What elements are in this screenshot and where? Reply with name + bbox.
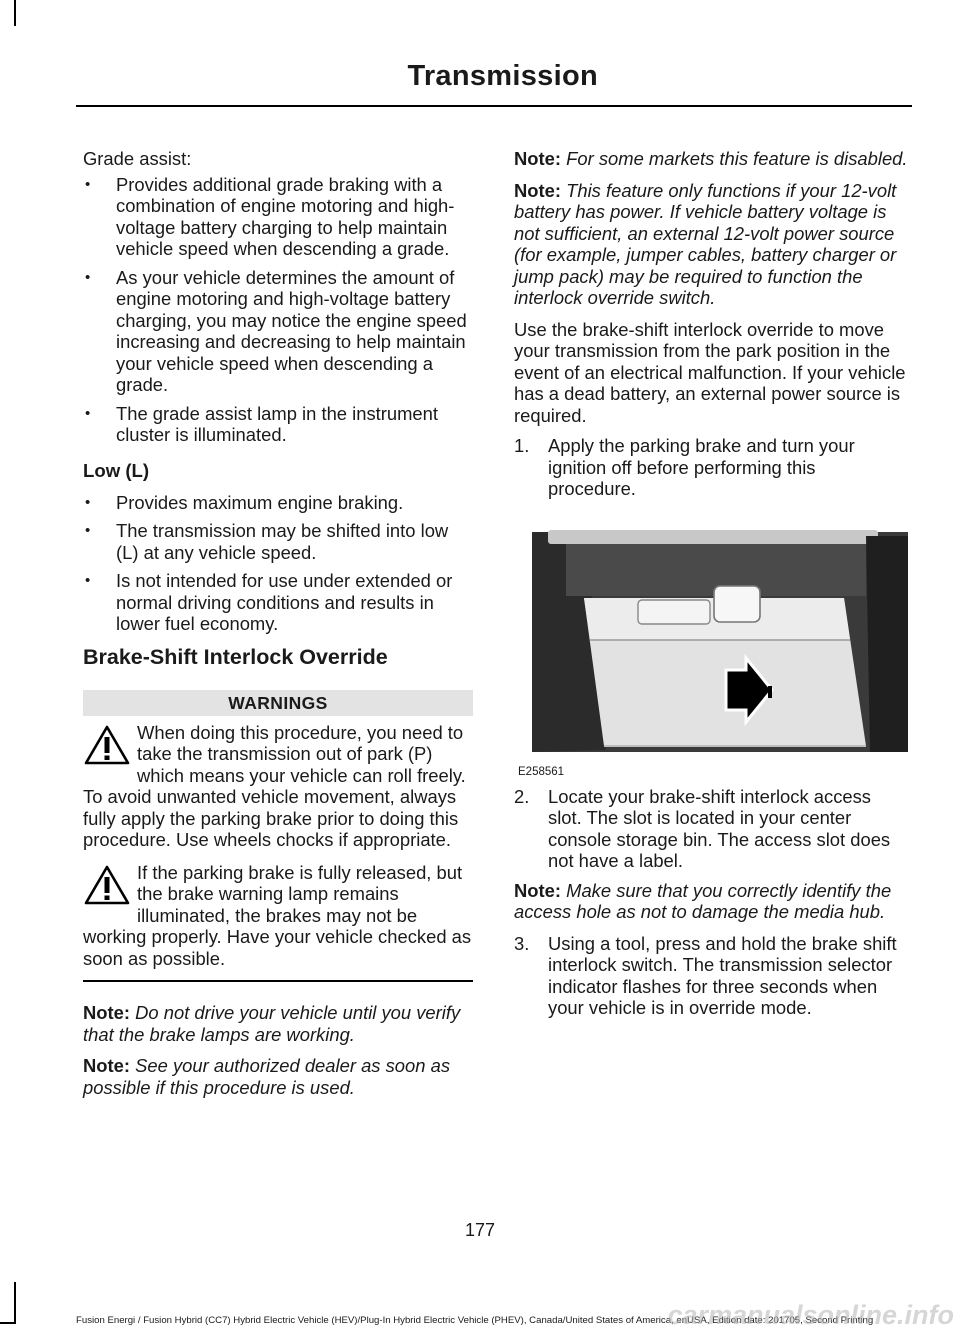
list-item: • The transmission may be shifted into low (L) at any vehicle speed.: [83, 520, 473, 563]
step-item: [514, 786, 908, 872]
low-heading: Low (L): [83, 459, 150, 481]
procedure-steps-3: [514, 933, 908, 1019]
step-item: [514, 435, 908, 500]
step-number: 2.: [514, 785, 530, 807]
header-rule: [76, 105, 912, 107]
note-label: Note:: [514, 179, 561, 201]
warning-2: [83, 862, 473, 970]
page-title: Transmission: [407, 60, 598, 92]
left-column: [83, 148, 473, 1108]
step-text: Locate your brake-shift interlock access slot. The slot is located in your center console storage bin. The access slot does not have a label.: [548, 785, 891, 871]
note-text: Make sure that you correctly identify the access hole as not to damage the media hub.: [514, 879, 892, 922]
warning-1: [83, 722, 473, 851]
note: [514, 148, 908, 170]
note-label: Note:: [83, 1055, 130, 1076]
grade-assist-list: [83, 174, 473, 446]
section-heading: Brake-Shift Interlock Override: [83, 644, 388, 669]
note-label: Note:: [83, 1002, 130, 1023]
note: [83, 1055, 473, 1098]
right-column: [514, 148, 908, 1027]
procedure-steps-2: [514, 786, 908, 872]
note-text: This feature only functions if your 12-volt battery has power. If vehicle battery voltage is not sufficient, an external 12-volt power source (for example, jumper cables, battery charger or jump pack) may be required to function the interlock override switch.: [514, 179, 897, 308]
warnings-title: WARNINGS: [83, 690, 473, 716]
step-number: 3.: [514, 932, 530, 954]
list-item: • Is not intended for use under extended or normal driving conditions and results in lower fuel economy.: [83, 570, 473, 635]
step-number: 1.: [514, 435, 530, 456]
note-text: For some markets this feature is disabled.: [566, 148, 908, 169]
crop-mark-bottom-left: [14, 1282, 16, 1322]
step-item: [514, 933, 908, 1019]
step-text: Apply the parking brake and turn your ignition off before performing this procedure.: [548, 435, 855, 499]
note: [514, 880, 908, 923]
watermark: carmanualsonline.info: [667, 1300, 954, 1330]
console-bin-illustration: [514, 528, 908, 778]
warnings-end-rule: [83, 980, 473, 982]
note: [83, 1002, 473, 1045]
list-item: • Provides additional grade braking with a combination of engine motoring and high-voltage battery charging to help maintain vehicle speed when descending a grade.: [83, 174, 473, 260]
figure-id: E258561: [518, 765, 565, 778]
warning-text: When doing this procedure, you need to take the transmission out of park (P) which means your vehicle can roll freely. To avoid unwanted vehicle movement, always fully apply the parking brake prior to doing this procedure. Use wheels chocks if appropriate.: [83, 721, 466, 850]
page-number: 177: [464, 1220, 496, 1240]
list-item: • As your vehicle determines the amount of engine motoring and high-voltage battery charging, you may notice the engine speed increasing and decreasing to help maintain your vehicle speed when descending a grade.: [83, 267, 473, 396]
crop-mark-bottom-left-h: [0, 1322, 16, 1324]
procedure-steps-1: [514, 435, 908, 500]
step-text: Using a tool, press and hold the brake shift interlock switch. The transmission selector indicator flashes for three seconds when your vehicle is in override mode.: [548, 932, 897, 1018]
grade-assist-intro: Grade assist:: [83, 148, 192, 169]
warning-text: If the parking brake is fully released, but the brake warning lamp remains illuminated, the brakes may not be working properly. Have your vehicle checked as soon as possible.: [83, 861, 472, 969]
note-text: See your authorized dealer as soon as possible if this procedure is used.: [83, 1055, 451, 1098]
note-text: Do not drive your vehicle until you verify that the brake lamps are working.: [83, 1002, 461, 1045]
list-item: • The grade assist lamp in the instrument cluster is illuminated.: [83, 403, 473, 446]
intro-paragraph: Use the brake-shift interlock override to move your transmission from the park position in the event of an electrical malfunction. If your vehicle has a dead battery, an external power source is required.: [514, 318, 906, 426]
note-label: Note:: [514, 879, 561, 901]
console-bin-drawing: [514, 528, 908, 758]
low-list: [83, 492, 473, 635]
warning-triangle-icon: [83, 724, 131, 766]
crop-mark-top-left: [14, 0, 16, 26]
warning-triangle-icon: [83, 864, 131, 906]
footer-edition-info: Fusion Energi / Fusion Hybrid (CC7) Hybrid Electric Vehicle (HEV)/Plug-In Hybrid Electric Vehicle (PHEV), Canada/United States of America, enUSA, Edition date: 201705, Second Printing: [76, 1315, 874, 1326]
note: [514, 180, 908, 309]
list-item: • Provides maximum engine braking.: [83, 492, 473, 514]
note-label: Note:: [514, 148, 561, 169]
